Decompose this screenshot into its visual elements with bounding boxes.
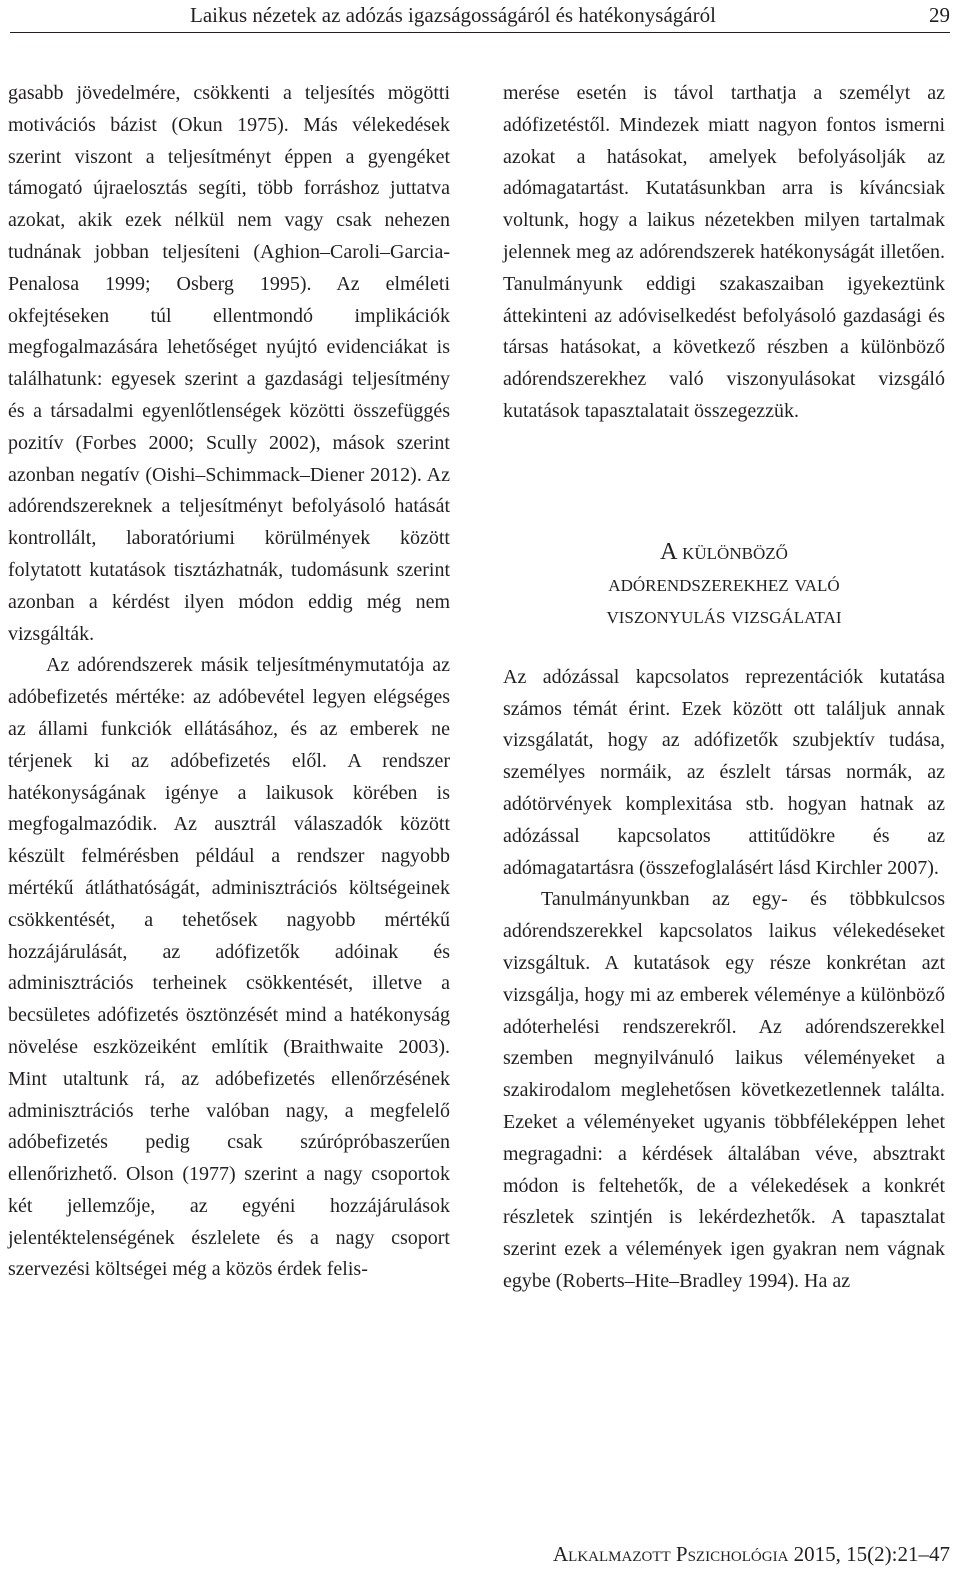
paragraph: Az adórendszerek másik teljesítménymutatója az adóbefizetés mértéke: az adóbevétel legyen elégséges az állami funkciók ellátásához, és az emberek ne térjenek ki az adóbefizetés elől. A rendszer hatékonyságának igénye a laikusok körében is megfogalmazódik. Az ausztrál válaszadók között készült felmérésben például a rendszer nagyobb mértékű átláthatóságát, adminisztrációs költségeinek csökkentését, a tehetősek nagyobb mértékű hozzájárulását, az adófizetők adóinak és adminisztrációs terheinek csökkentését, illetve a becsületes adófizetés ösztönzését mind a hatékonyság növelése eszközeiként említik (Braithwaite 2003). Mint utaltunk rá, az adóbefizetés ellenőrzésének adminisztrációs terhe valóban nagy, a megfelelő adóbefizetés pedig csak szúrópróbaszerűen ellenőrizhető. Olson (1977) szerint a nagy csoportok két jellemzője, az egyéni hozzájárulások jelentéktelenségének észlelete és a nagy csoport szervezési költségei még a közös érdek felis- (8, 654, 450, 1281)
section-heading-line: adórendszerekhez való (608, 570, 840, 597)
left-column (8, 78, 450, 1286)
running-header (10, 0, 950, 33)
paragraph: gasabb jövedelmére, csökkenti a teljesítés mögötti motivációs bázist (Okun 1975). Más vélekedések szerint viszont a teljesítményt éppen a gyengéket támogató újraelosztás segíti, több forráshoz juttatva azokat, akik ezek nélkül nem vagy csak nehezen tudnának jobban teljesíteni (Aghion–Caroli–Garcia-Penalosa 1999; Osberg 1995). Az elméleti okfejtéseken túl ellentmondó implikációk megfogalmazására lehetőséget nyújtó evidenciákat is találhatunk: egyesek szerint a gazdasági teljesítmény és a társadalmi egyenlőtlenségek közötti összefüggés pozitív (Forbes 2000; Scully 2002), mások szerint azonban negatív (Oishi–Schimmack–Diener 2012). Az adórendszereknek a teljesítményt befolyásoló hatását kontrollált, laboratóriumi körülmények között folytatott kutatások tisztázhatnák, tudomásunk szerint azonban a kérdést ilyen módon eddig még nem vizsgálták. (8, 82, 450, 645)
journal-footer: Alkalmazott Pszichológia 2015, 15(2):21–47 (553, 1542, 950, 1566)
section-heading-line: viszonyulás vizsgálatai (606, 602, 842, 629)
paragraph: Tanulmányunkban az egy- és többkulcsos adórendszerekkel kapcsolatos laikus vélekedéseket vizsgáltuk. A kutatások egy része konkrétan azt vizsgálja, hogy mi az emberek véleménye a különböző adóterhelési rendszerekről. Az adórendszerekkel szemben megnyilvánuló laikus véleményeket a szakirodalom meglehetősen következetlennek találta. Ezeket a véleményeket ugyanis többféleképpen lehet megragadni: a kérdések általában véve, absztrakt módon is feltehetők, de a vélekedések a konkrét részletek szintjén is lekérdezhetők. A tapasztalat szerint ezek a vélemények igen gyakran nem vágnak egybe (Roberts–Hite–Bradley 1994). Ha az (503, 888, 945, 1292)
section-heading-line: A különböző (660, 538, 788, 565)
section-heading (503, 536, 945, 632)
page-number: 29 (929, 3, 950, 27)
paragraph: Az adózással kapcsolatos reprezentációk kutatása számos témát érint. Ezek között ott találjuk annak vizsgálatát, hogy az adófizetők szubjektív tudása, személyes normáik, az észlelt társas normák, az adótörvények komplexitása stb. hogyan hatnak az adózással kapcsolatos attitűdökre és az adómagatartásra (összefoglalásért lásd Kirchler 2007). (503, 665, 945, 879)
paragraph: merése esetén is távol tarthatja a személyt az adófizetéstől. Mindezek miatt nagyon fontos ismerni azokat a hatásokat, amelyek befolyásolják az adómagatartást. Kutatásunkban arra is kíváncsiak voltunk, hogy a laikus nézetekben milyen tartalmak jelennek meg az adórendszerek hatékonyságát illetően. Tanulmányunk eddigi szakaszaiban igyekeztünk áttekinteni az adóviselkedést befolyásoló gazdasági és társas hatásokat, a következő részben a különböző adórendszerekhez való viszonyulásokat vizsgáló kutatások tapasztalatait összegezzük. (503, 82, 945, 422)
running-title: Laikus nézetek az adózás igazságosságáról és hatékonyságáról (190, 3, 716, 27)
right-column (503, 78, 945, 1298)
